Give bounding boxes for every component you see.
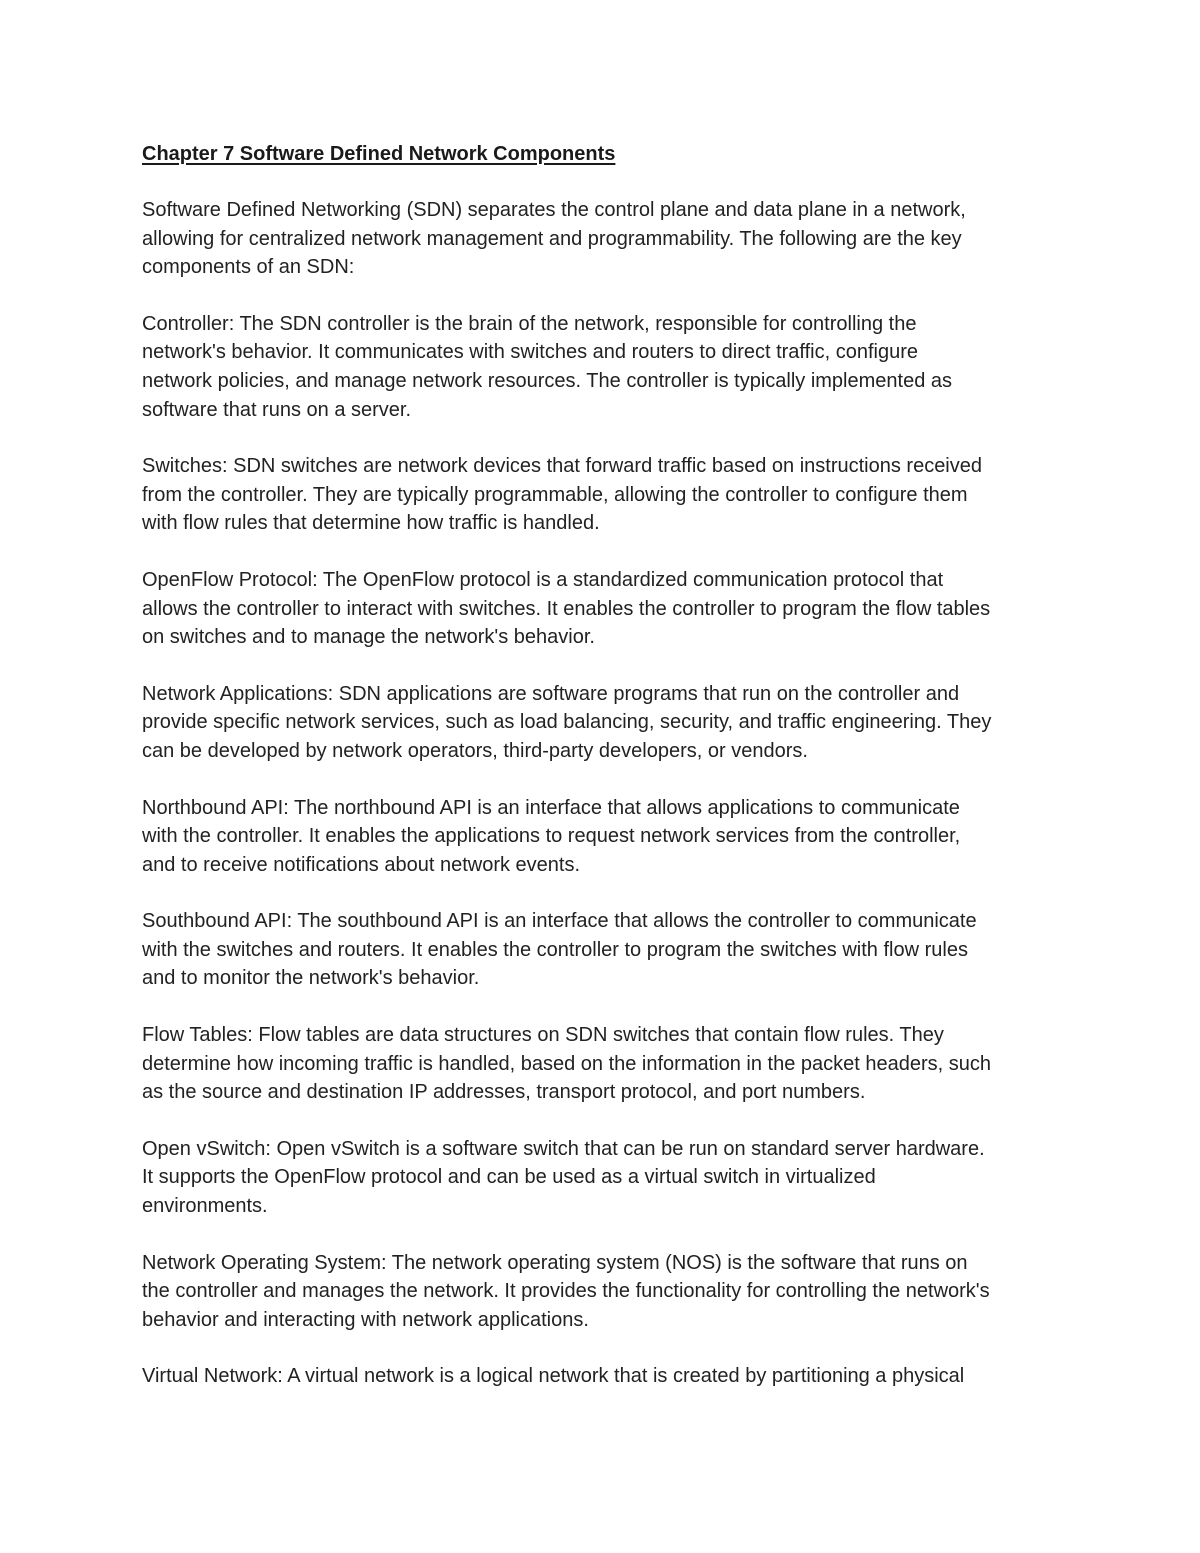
text-line: with the controller. It enables the applications to request network services from the controller, bbox=[142, 825, 961, 848]
text-line: determine how incoming traffic is handled, based on the information in the packet headers, such bbox=[142, 1052, 992, 1075]
text-line: provide specific network services, such as load balancing, security, and traffic engineering. They bbox=[142, 711, 992, 734]
document-body bbox=[142, 140, 1072, 1419]
text-line: Open vSwitch: Open vSwitch is a software switch that can be run on standard server hardware. bbox=[142, 1137, 985, 1160]
paragraph bbox=[142, 452, 1072, 538]
paragraph bbox=[142, 310, 1072, 424]
text-line: the controller and manages the network. It provides the functionality for controlling the network's bbox=[142, 1280, 990, 1303]
text-line: network policies, and manage network resources. The controller is typically implemented as bbox=[142, 369, 953, 392]
paragraph bbox=[142, 1249, 1072, 1335]
paragraph-list bbox=[142, 196, 1072, 1391]
text-line: Virtual Network: A virtual network is a logical network that is created by partitioning a physical bbox=[142, 1365, 965, 1388]
text-line: Switches: SDN switches are network devices that forward traffic based on instructions received bbox=[142, 455, 982, 478]
paragraph bbox=[142, 566, 1072, 652]
text-line: behavior and interacting with network applications. bbox=[142, 1308, 589, 1331]
paragraph bbox=[142, 196, 1072, 282]
text-line: Southbound API: The southbound API is an interface that allows the controller to communicate bbox=[142, 910, 977, 933]
chapter-title: Chapter 7 Software Defined Network Components bbox=[142, 143, 616, 165]
text-line: Controller: The SDN controller is the brain of the network, responsible for controlling the bbox=[142, 312, 917, 335]
text-line: Flow Tables: Flow tables are data structures on SDN switches that contain flow rules. They bbox=[142, 1024, 944, 1047]
text-line: Network Applications: SDN applications are software programs that run on the controller and bbox=[142, 682, 960, 705]
text-line: OpenFlow Protocol: The OpenFlow protocol is a standardized communication protocol that bbox=[142, 568, 944, 591]
text-line: allowing for centralized network management and programmability. The following are the key bbox=[142, 227, 962, 250]
text-line: Network Operating System: The network operating system (NOS) is the software that runs on bbox=[142, 1251, 968, 1274]
text-line: can be developed by network operators, third-party developers, or vendors. bbox=[142, 739, 808, 762]
text-line: environments. bbox=[142, 1195, 268, 1218]
paragraph bbox=[142, 794, 1072, 880]
text-line: network's behavior. It communicates with switches and routers to direct traffic, configure bbox=[142, 341, 919, 364]
text-line: Software Defined Networking (SDN) separates the control plane and data plane in a network, bbox=[142, 199, 966, 221]
paragraph bbox=[142, 1021, 1072, 1107]
text-line: as the source and destination IP addresses, transport protocol, and port numbers. bbox=[142, 1081, 866, 1104]
text-line: allows the controller to interact with switches. It enables the controller to program the flow tables bbox=[142, 597, 991, 620]
paragraph bbox=[142, 680, 1072, 766]
text-line: components of an SDN: bbox=[142, 256, 355, 279]
text-line: and to monitor the network's behavior. bbox=[142, 967, 480, 990]
text-line: It supports the OpenFlow protocol and can be used as a virtual switch in virtualized bbox=[142, 1166, 876, 1189]
text-line: and to receive notifications about network events. bbox=[142, 853, 581, 876]
paragraph bbox=[142, 907, 1072, 993]
text-line: on switches and to manage the network's behavior. bbox=[142, 626, 595, 649]
text-line: from the controller. They are typically programmable, allowing the controller to configure them bbox=[142, 483, 968, 506]
text-line: with flow rules that determine how traffic is handled. bbox=[142, 512, 600, 535]
paragraph bbox=[142, 1135, 1072, 1221]
text-line: with the switches and routers. It enables the controller to program the switches with flow rules bbox=[142, 938, 968, 961]
text-line: Northbound API: The northbound API is an interface that allows applications to communicate bbox=[142, 796, 960, 819]
text-line: software that runs on a server. bbox=[142, 398, 412, 421]
paragraph bbox=[142, 1362, 1072, 1391]
